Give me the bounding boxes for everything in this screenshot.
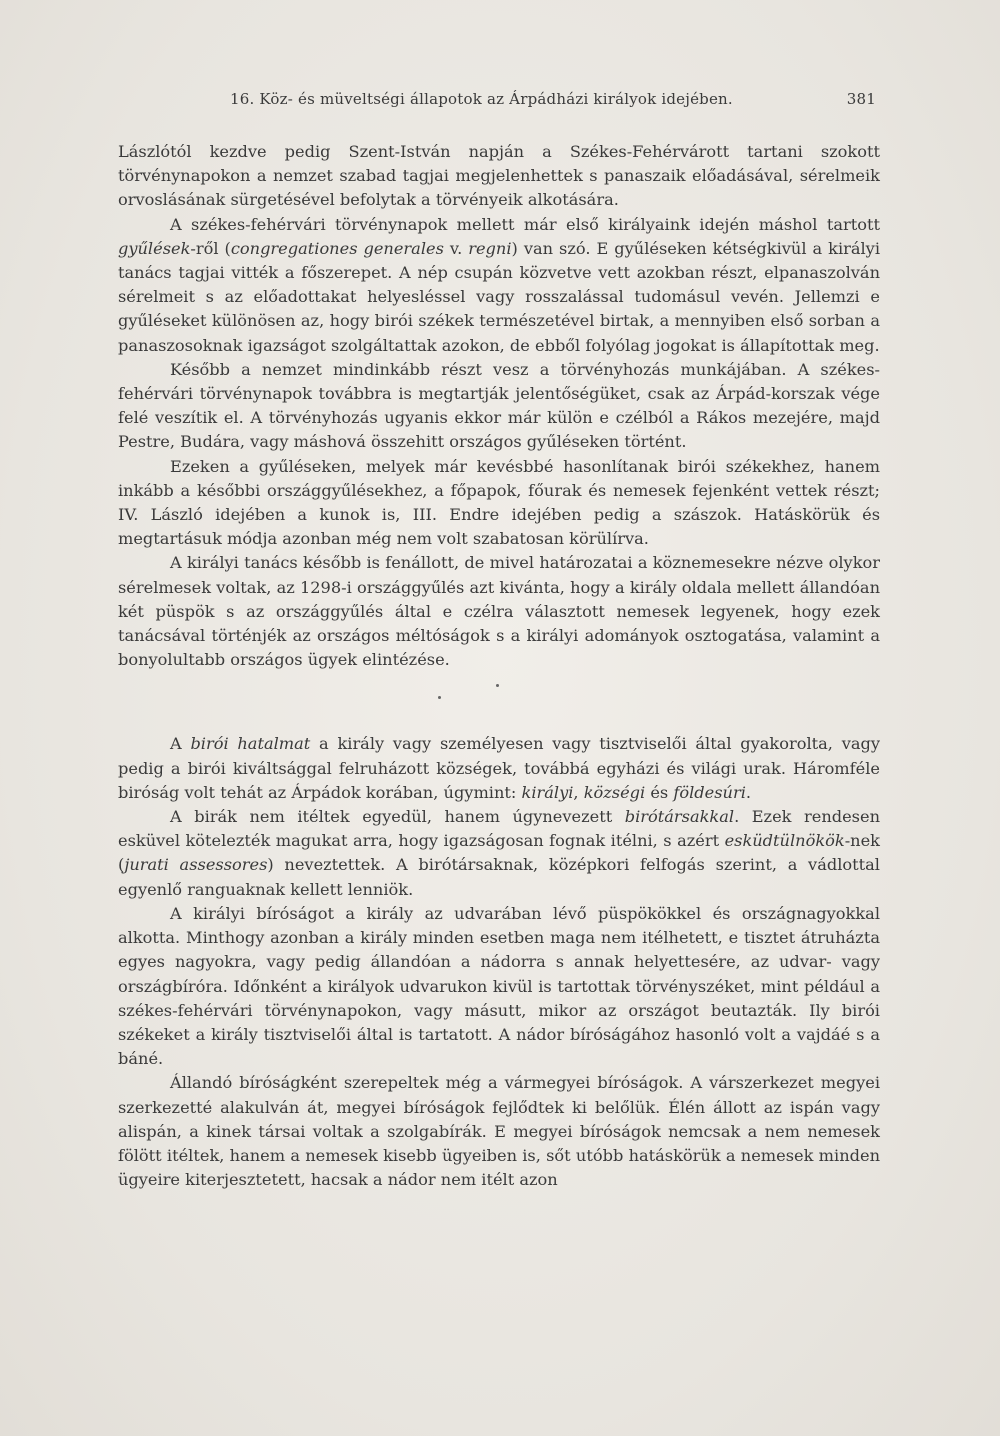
paragraph-2: Később a nemzet mindinkább részt vesz a törvényhozás munkájában. A székes-fehérvári törvénynapok továbbra is megtartják jelentőségüket, csak az Árpád-korszak vége felé veszítik el. A törvényhozás ugyanis ekkor már külön e czélból a Rákos mezejére, majd Pestre, Budára, vagy máshová összehitt országos gyűléseken történt. xyxy=(118,359,880,452)
italic-term: földesúri xyxy=(673,782,746,802)
paragraph-5: A birói hatalmat a király vagy személyesen vagy tisztviselői által gyakorolta, vagy pedig a birói kiváltsággal felruházott községek, továbbá egyházi és világi urak. Háromféle biróság volt tehát az Árpádok korában, úgymint: királyi, községi és földesúri. xyxy=(118,734,881,802)
running-header xyxy=(230,90,880,114)
paragraph-3: Ezeken a gyűléseken, melyek már kevésbbé hasonlítanak birói székekhez, hanem inkább a későbbi országgyűlésekhez, a főpapok, főurak és nemesek fejenként vettek részt; IV. László idejében a kunok is, III. Endre idejében pedig a szászok. Hatáskörük és megtartásuk módja azonban még nem volt szabatosan körülírva. xyxy=(118,456,880,549)
paragraph-8: Állandó bíróságként szerepeltek még a vármegyei bíróságok. A várszerkezet megyei szerkezetté alakulván át, megyei bíróságok fejlődtek ki belőlük. Élén állott az ispán vagy alispán, a kinek társai voltak a szolgabírák. E megyei bíróságok nemcsak a nem nemesek fölött itéltek, hanem a nemesek kisebb ügyeiben is, sőt utóbb hatáskörük a nemesek minden ügyeire kiterjesztetett, hacsak a nádor nem itélt azon xyxy=(118,1073,880,1190)
italic-term: gyűlések xyxy=(118,238,191,258)
italic-term: birói hatalmat xyxy=(190,734,311,754)
paragraph-0: Lászlótól kezdve pedig Szent-István napján a Székes-Fehérvárott tartani szokott törvénynapokon a nemzet szabad tagjai megjelenhettek s panaszaik előadásával, sérelmeik orvoslásának sürgetésével befolytak a törvényeik alkotására. xyxy=(118,142,880,210)
section-separator xyxy=(118,672,880,732)
italic-term: congregationes generales xyxy=(230,238,444,258)
paragraph-7: A királyi bíróságot a király az udvarában lévő püspökökkel és országnagyokkal alkotta. Minthogy azonban a király minden esetben maga nem itélhetett, e tisztet átruházta egyes nagyokra, vagy pedig állandóan a nádorra s annak helyettesére, az udvar- vagy országbíróra. Időnként a királyok udvarukon kivül is tartottak törvényszéket, mint például a székes-fehérvári törvénynapokon, vagy másutt, mikor az országot beutazták. Ily birói székeket a király tisztviselői által is tartatott. A nádor bíróságához hasonló volt a vajdáé s a báné. xyxy=(118,903,880,1069)
italic-term: királyi xyxy=(521,782,574,802)
italic-term: jurati assessores xyxy=(124,855,268,875)
paragraph-6: A birák nem itéltek egyedül, hanem úgynevezett birótársakkal. Ezek rendesen esküvel kötelezték magukat arra, hogy igazságosan fognak itélni, s azért esküdtülnökök-nek (jurati assessores) neveztettek. A birótársaknak, középkori felfogás szerint, a vádlottal egyenlő ranguaknak kellett lenniök. xyxy=(118,807,880,899)
body-text xyxy=(118,140,880,1192)
running-title: 16. Köz- és müveltségi állapotok az Árpádházi királyok idejében. xyxy=(230,90,733,108)
paragraph-1: A székes-fehérvári törvénynapok mellett már első királyaink idején máshol tartott gyűlések-ről (congregationes generales v. regni) van szó. E gyűléseken kétségkivül a királyi tanács tagjai vitték a főszerepet. A nép csupán közvetve vett azokban részt, elpanaszolván sérelmeit s az előadottakat helyesléssel vagy rosszalással tudomásul vevén. Jellemzi e gyűléseket különösen az, hogy birói székek természetével birtak, a mennyiben első sorban a panaszosoknak igazságot szolgáltattak azokon, de ebből folyólag jogokat is állapítottak meg. xyxy=(118,214,881,355)
paragraph-4: A királyi tanács később is fenállott, de mivel határozatai a köznemesekre nézve olykor sérelmesek voltak, az 1298-i országgyűlés azt kivánta, hogy a király oldala mellett állandóan két püspök s az országgyűlés által e czélra választott nemesek legyenek, hogy ezek tanácsával történjék az országos méltóságok s a királyi adományok osztogatása, valamint a bonyolultabb országos ügyek elintézése. xyxy=(118,553,880,670)
italic-term: esküdtülnökök xyxy=(724,831,845,851)
italic-term: regni xyxy=(468,238,512,258)
italic-term: községi xyxy=(583,782,646,802)
italic-term: birótársakkal xyxy=(624,807,735,827)
page-number: 381 xyxy=(846,90,876,108)
